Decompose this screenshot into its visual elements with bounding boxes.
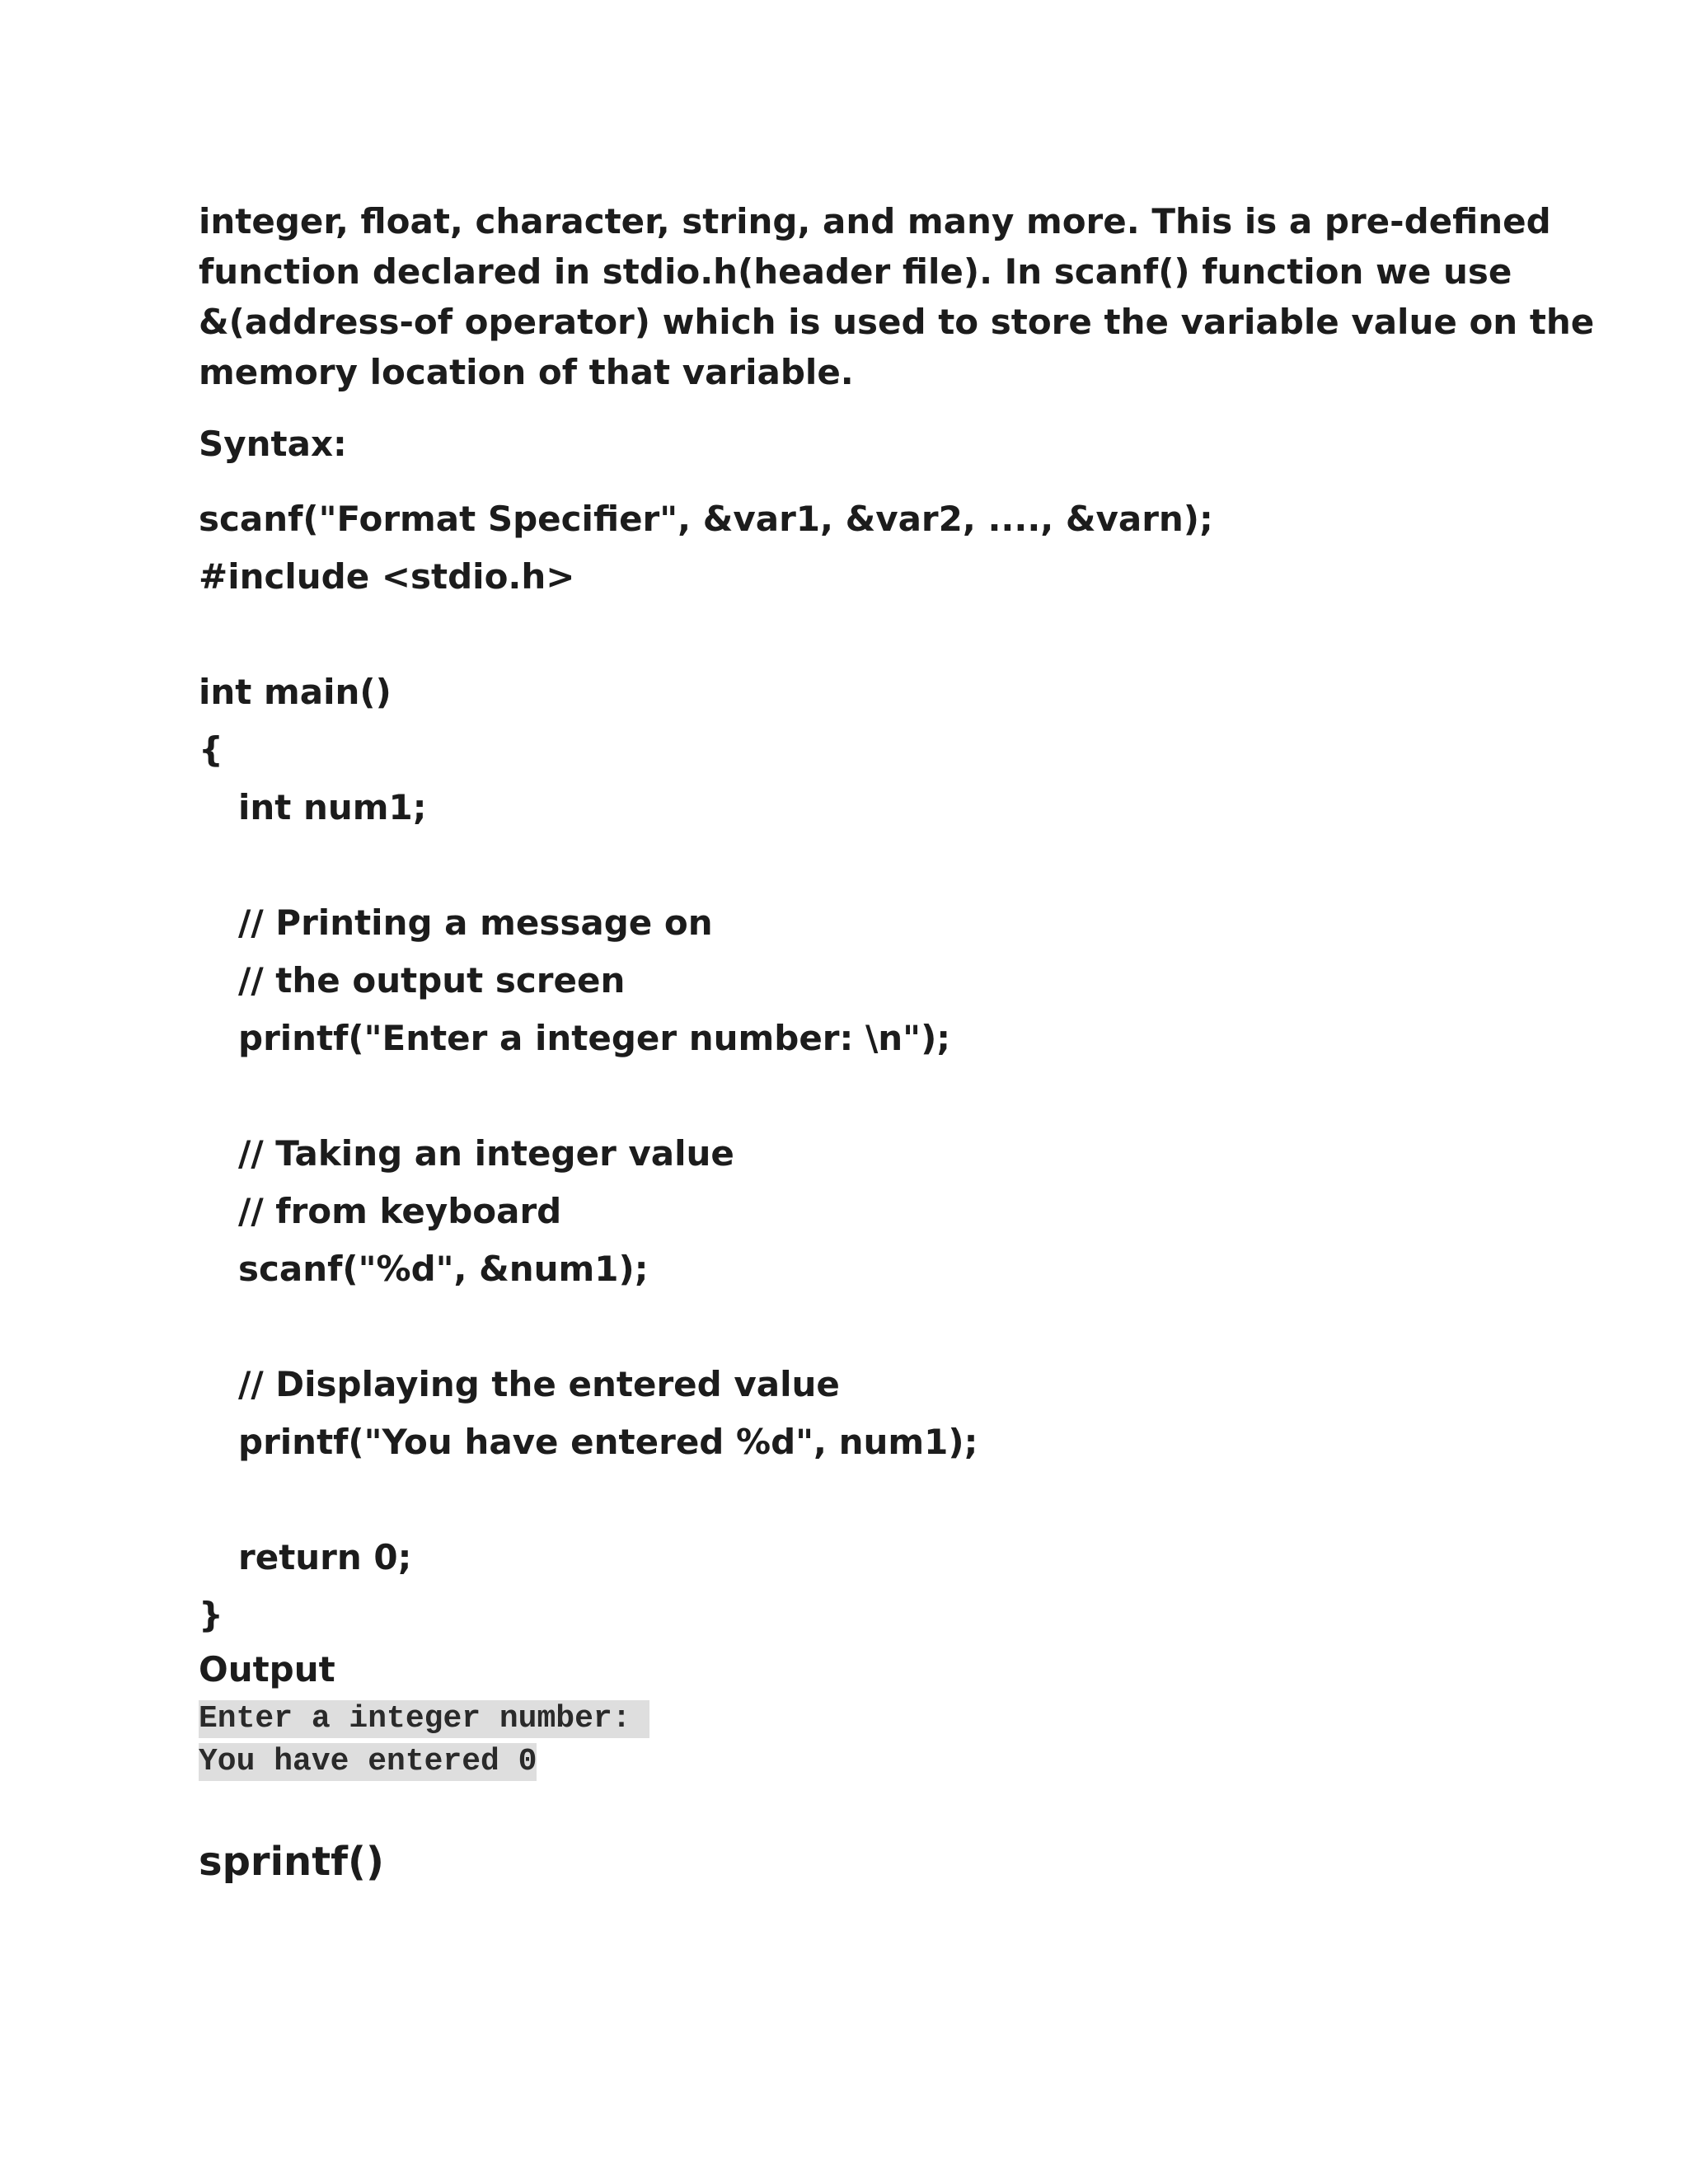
code-line: return 0; <box>238 1537 412 1577</box>
code-line: int num1; <box>238 787 427 827</box>
paragraph-line: function declared in stdio.h(header file). In scanf() function we use <box>199 251 1512 292</box>
code-line: // Displaying the entered value <box>238 1364 840 1404</box>
output-block <box>199 1698 1517 1783</box>
code-line: printf("Enter a integer number: \n"); <box>238 1018 951 1058</box>
code-line: int main() <box>199 672 392 712</box>
code-line: // Printing a message on <box>238 902 713 943</box>
code-line: // the output screen <box>238 960 626 1001</box>
code-blank-line <box>199 1298 1517 1356</box>
page-content <box>199 196 1595 1891</box>
output-text: Enter a integer number: <box>199 1701 650 1736</box>
code-line: // from keyboard <box>238 1191 562 1231</box>
code-line: scanf("%d", &num1); <box>238 1249 649 1289</box>
output-line <box>199 1698 1517 1741</box>
code-blank-line <box>199 1067 1517 1125</box>
code-line: } <box>199 1595 223 1635</box>
code-line: #include <stdio.h> <box>199 556 575 597</box>
code-line: scanf("Format Specifier", &var1, &var2, ...., &varn); <box>199 499 1213 539</box>
code-block <box>199 490 1517 1644</box>
code-line: { <box>199 729 223 770</box>
code-blank-line <box>199 1471 1517 1529</box>
intro-paragraph <box>199 196 1595 397</box>
paragraph-line: integer, float, character, string, and many more. This is a pre-defined <box>199 201 1551 241</box>
paragraph-line: memory location of that variable. <box>199 352 854 392</box>
code-blank-line <box>199 837 1517 894</box>
syntax-label: Syntax: <box>199 424 347 464</box>
section-heading: sprintf() <box>199 1839 384 1885</box>
output-label: Output <box>199 1649 335 1690</box>
code-line: printf("You have entered %d", num1); <box>238 1422 978 1462</box>
paragraph-line: &(address-of operator) which is used to store the variable value on the <box>199 302 1595 342</box>
code-blank-line <box>199 606 1517 663</box>
output-text: You have entered 0 <box>199 1744 537 1779</box>
code-line: // Taking an integer value <box>238 1133 734 1174</box>
output-line <box>199 1741 1517 1783</box>
